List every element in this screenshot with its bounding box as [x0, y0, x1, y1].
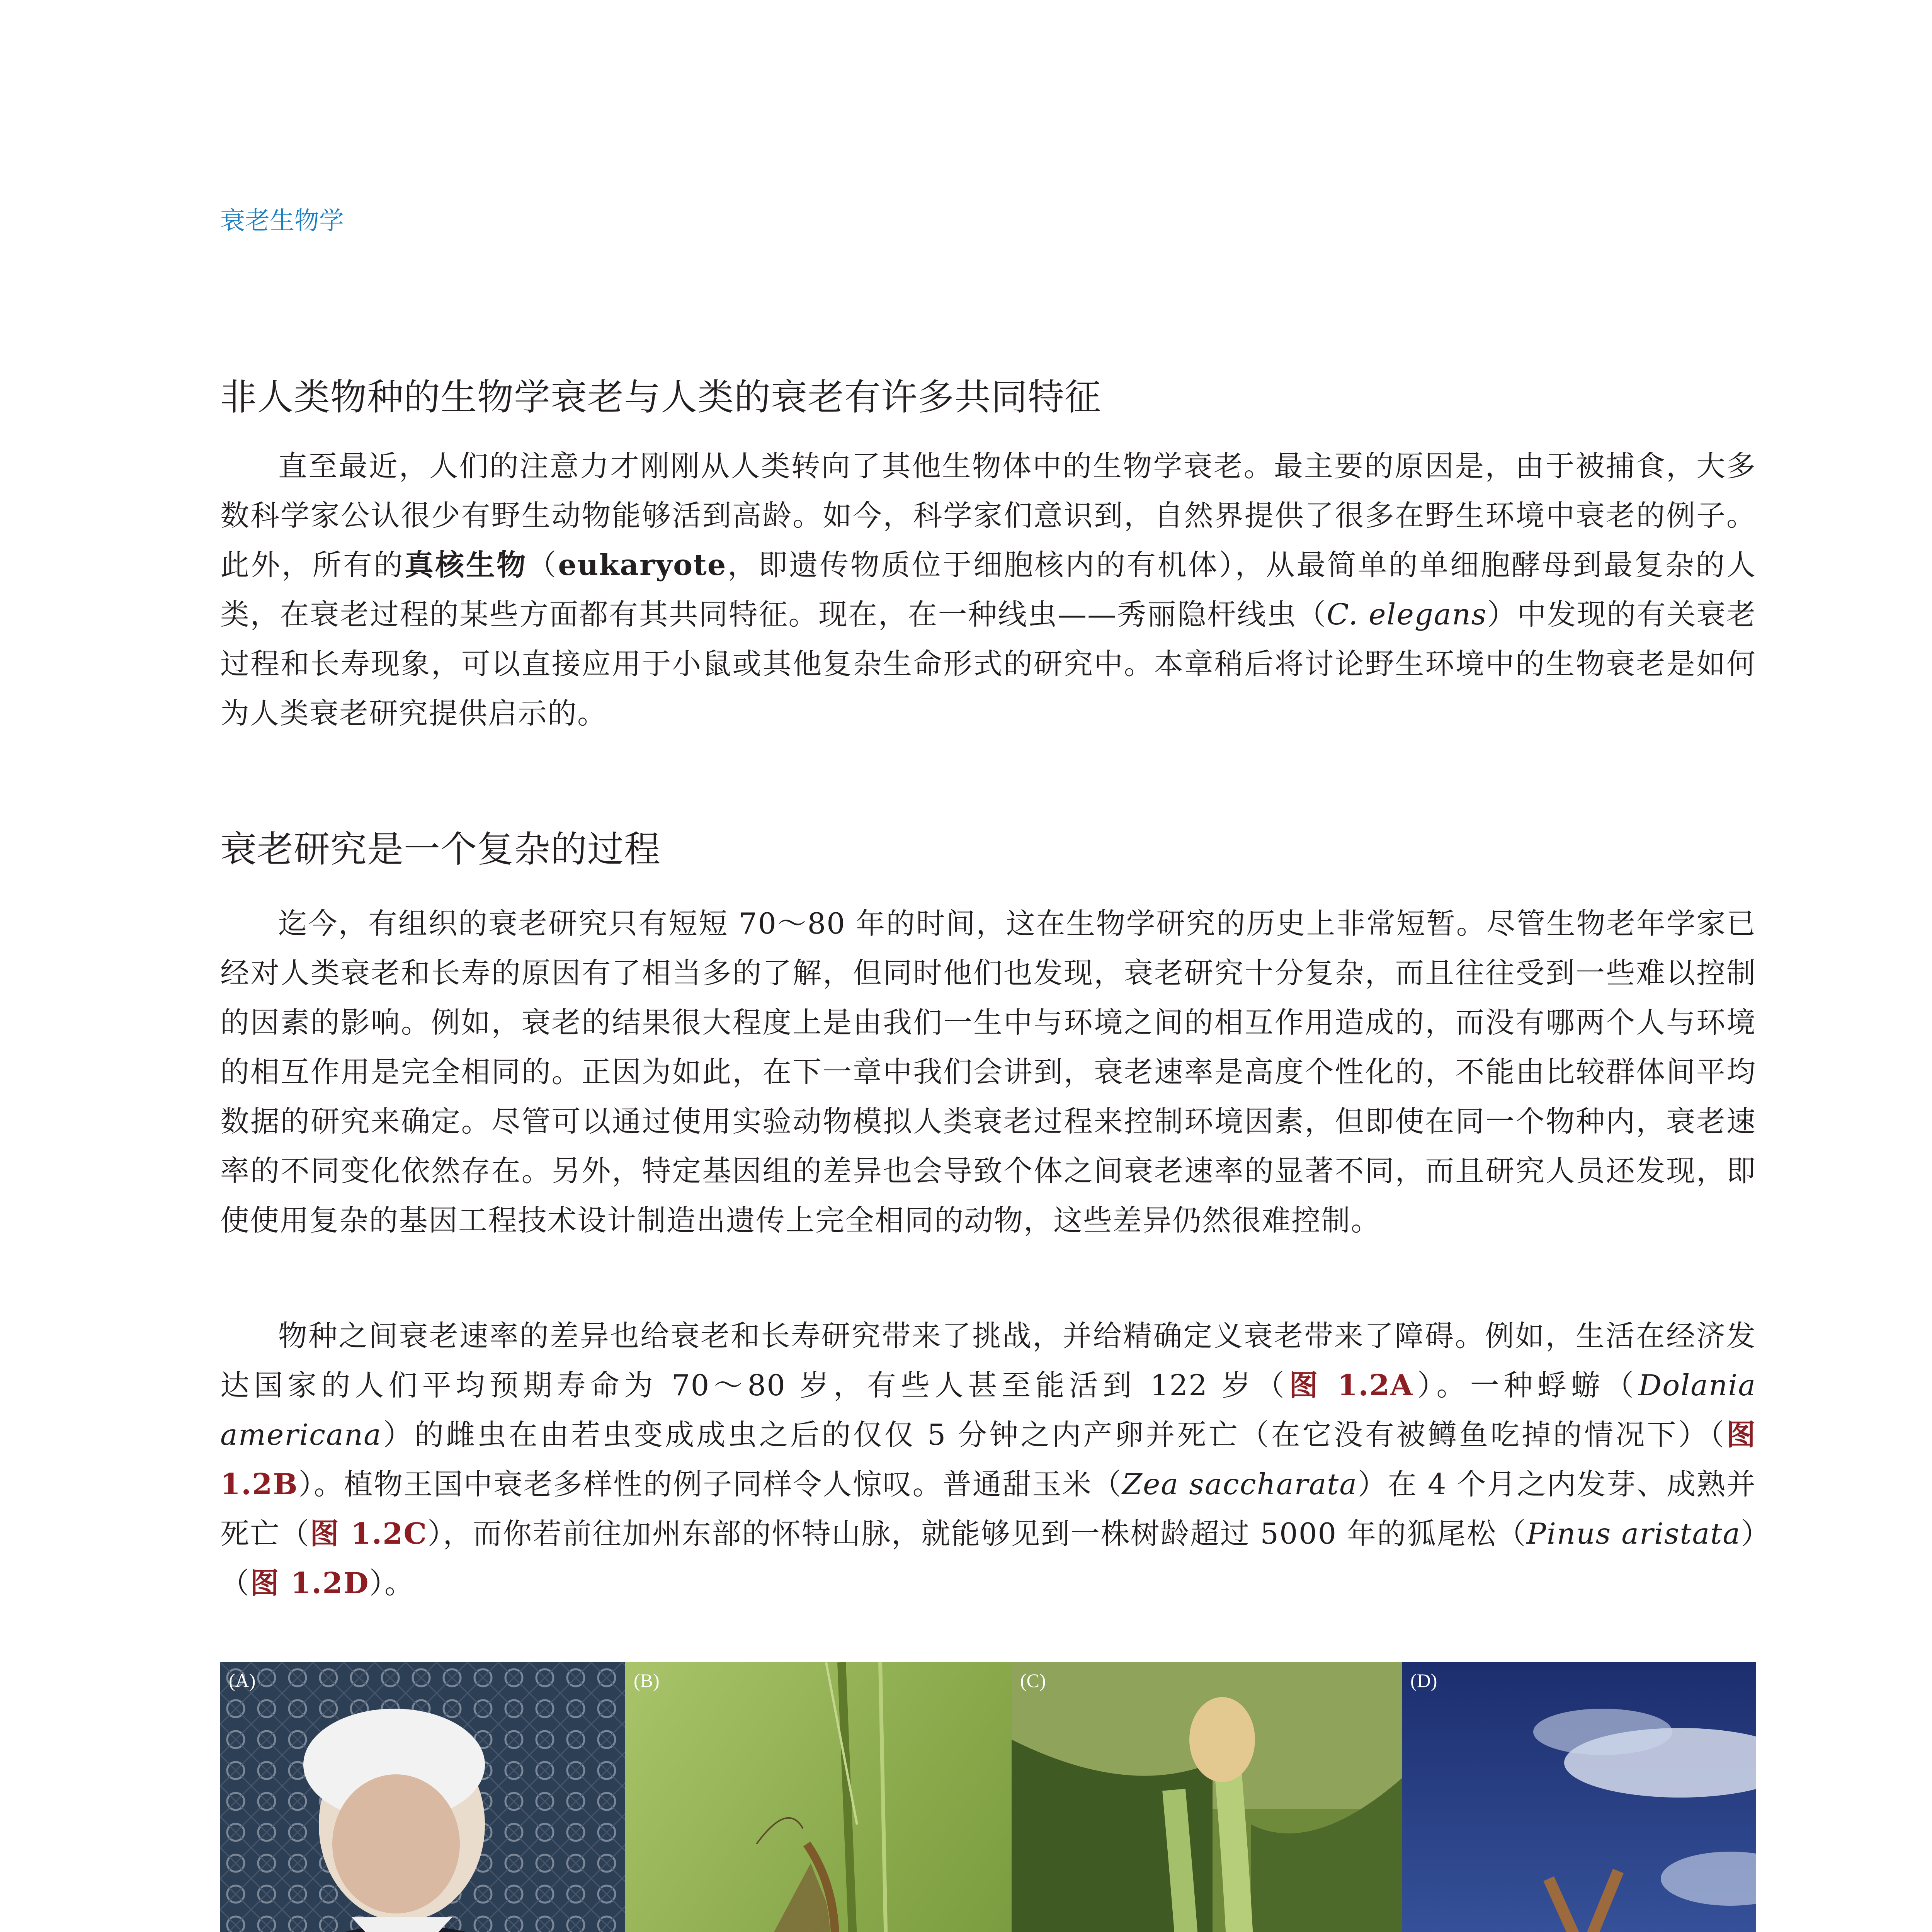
- photo-bristlecone-pine: [1402, 1662, 1756, 1932]
- section-heading-1: 非人类物种的生物学衰老与人类的衰老有许多共同特征: [220, 376, 1102, 418]
- figure-panel-d: [1402, 1662, 1756, 1932]
- panel-label-a: (A): [229, 1670, 256, 1691]
- figure-panel-b: [625, 1662, 1012, 1932]
- running-head: 衰老生物学: [220, 207, 344, 235]
- text-run: ）（: [220, 1517, 1756, 1600]
- section1-paragraph: [220, 441, 1756, 738]
- text-run: 物种之间衰老速率的差异也给衰老和长寿研究带来了挑战，并给精确定义衰老带来了障碍。例如，生活在经济发达国家的人们平均预期寿命为 70～80 岁，有些人甚至能活到 122 岁（: [220, 1319, 1756, 1402]
- species-dolania: Dolania americana: [220, 1368, 1756, 1452]
- species-zea: Zea saccharata: [1122, 1467, 1358, 1501]
- figure-panel-a: [220, 1662, 625, 1932]
- term-eukaryote-zh: 真核生物: [404, 548, 527, 582]
- text-run: ）。植物王国中衰老多样性的例子同样令人惊叹。普通甜玉米（: [298, 1467, 1122, 1501]
- text-run: （: [527, 548, 558, 582]
- photo-mayfly: [625, 1662, 1012, 1932]
- species-pinus: Pinus aristata: [1526, 1517, 1741, 1551]
- figure-ref-1-2b[interactable]: 图 1.2B: [220, 1418, 1756, 1501]
- text-run: 直至最近，人们的注意力才刚刚从人类转向了其他生物体中的生物学衰老。最主要的原因是，由于被捕食，大多数科学家公认很少有野生动物能够活到高龄。如今，科学家们意识到，自然界提供了很多在野生环境中衰老的例子。此外，所有的: [220, 449, 1756, 582]
- text-run: ）。一种蜉蝣（: [1413, 1368, 1638, 1402]
- panel-label-c: (C): [1020, 1670, 1046, 1691]
- figure-ref-1-2c[interactable]: 图 1.2C: [310, 1517, 428, 1551]
- term-eukaryote-en: eukaryote: [558, 548, 727, 582]
- photo-corn: [1012, 1662, 1402, 1932]
- figure-ref-1-2d[interactable]: 图 1.2D: [250, 1566, 369, 1600]
- text-run: ）的雌虫在由若虫变成成虫之后的仅仅 5 分钟之内产卵并死亡（在它没有被鳟鱼吃掉的情况下）（: [381, 1418, 1726, 1452]
- figure-ref-1-2a[interactable]: 图 1.2A: [1289, 1368, 1413, 1402]
- text-run: ），而你若前往加州东部的怀特山脉，就能够见到一株树龄超过 5000 年的狐尾松（: [427, 1517, 1527, 1551]
- section-heading-2: 衰老研究是一个复杂的过程: [220, 828, 661, 871]
- figure-1-2: [220, 1662, 1756, 1932]
- panel-label-d: (D): [1410, 1670, 1437, 1691]
- text-run: ，即遗传物质位于细胞核内的有机体），从最简单的单细胞酵母到最复杂的人类，在衰老过程的某些方面都有其共同特征。现在，在一种线虫——秀丽隐杆线虫（: [220, 548, 1756, 631]
- species-c-elegans: C. elegans: [1327, 597, 1487, 631]
- panel-label-b: (B): [634, 1670, 660, 1691]
- section2-paragraph-1: 迄今，有组织的衰老研究只有短短 70～80 年的时间，这在生物学研究的历史上非常短暂。尽管生物老年学家已经对人类衰老和长寿的原因有了相当多的了解，但同时他们也发现，衰老研究十分复杂，而且往往受到一些难以控制的因素的影响。例如，衰老的结果很大程度上是由我们一生中与环境之间的相互作用造成的，而没有哪两个人与环境的相互作用是完全相同的。正因为如此，在下一章中我们会讲到，衰老速率是高度个性化的，不能由比较群体间平均数据的研究来确定。尽管可以通过使用实验动物模拟人类衰老过程来控制环境因素，但即使在同一个物种内，衰老速率的不同变化依然存在。另外，特定基因组的差异也会导致个体之间衰老速率的显著不同，而且研究人员还发现，即使使用复杂的基因工程技术设计制造出遗传上完全相同的动物，这些差异仍然很难控制。: [220, 906, 1756, 1237]
- photo-centenarian: [220, 1662, 625, 1932]
- section2-paragraph-2: [220, 1311, 1756, 1608]
- text-run: ）中发现的有关衰老过程和长寿现象，可以直接应用于小鼠或其他复杂生命形式的研究中。本章稍后将讨论野生环境中的生物衰老是如何为人类衰老研究提供启示的。: [220, 597, 1756, 730]
- text-run: ）在 4 个月之内发芽、成熟并死亡（: [220, 1467, 1756, 1551]
- text-run: ）。: [369, 1566, 415, 1600]
- figure-panel-c: [1012, 1662, 1402, 1932]
